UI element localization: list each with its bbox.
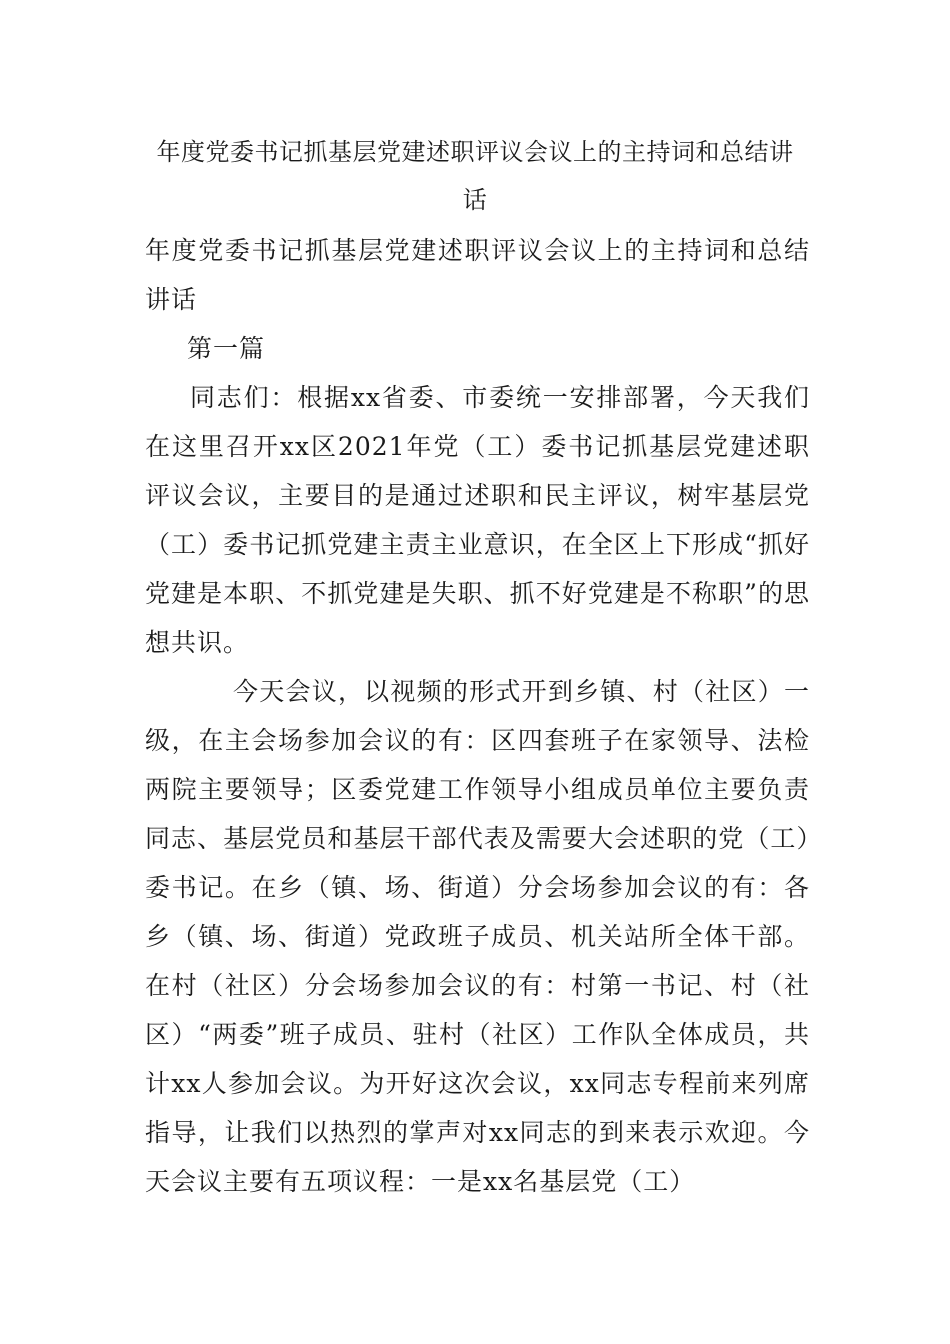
paragraph-1: 同志们：根据xx省委、市委统一安排部署，今天我们在这里召开xx区2021年党（工）委书记抓基层党建述职评议会议，主要目的是通过述职和民主评议，树牢基层党（工）委书记抓党建主责主业意识，在全区上下形成“抓好党建是本职、不抓党建是失职、抓不好党建是不称职”的思想共识。 — [145, 383, 810, 657]
document-body — [145, 226, 810, 1206]
document-title: 年度党委书记抓基层党建述职评议会议上的主持词和总结讲话 — [156, 138, 794, 214]
document-heading: 年度党委书记抓基层党建述职评议会议上的主持词和总结讲话 — [145, 236, 810, 314]
section-label: 第一篇 — [187, 334, 266, 363]
paragraph-2: 今天会议，以视频的形式开到乡镇、村（社区）一级，在主会场参加会议的有：区四套班子在家领导、法检两院主要领导；区委党建工作领导小组成员单位主要负责同志、基层党员和基层干部代表及需要大会述职的党（工）委书记。在乡（镇、场、街道）分会场参加会议的有：各乡（镇、场、街道）党政班子成员、机关站所全体干部。在村（社区）分会场参加会议的有：村第一书记、村（社区）“两委”班子成员、驻村（社区）工作队全体成员，共计xx人参加会议。为开好这次会议，xx同志专程前来列席指导，让我们以热烈的掌声对xx同志的到来表示欢迎。今天会议主要有五项议程：一是xx名基层党（工） — [145, 677, 810, 1196]
